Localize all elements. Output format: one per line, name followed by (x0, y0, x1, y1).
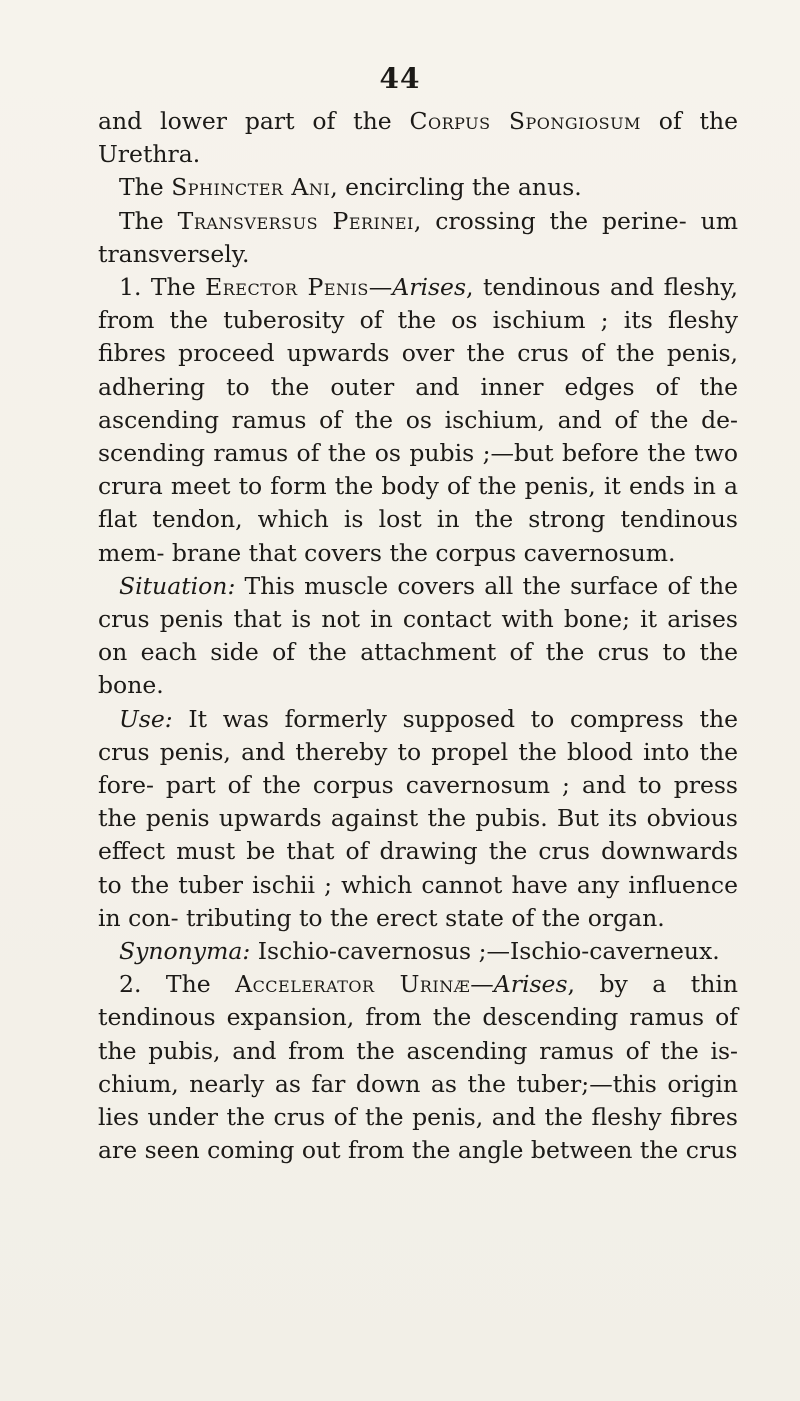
term-arises: Arises (392, 273, 467, 302)
text-run: It was formerly supposed to compress the crus penis, and thereby to propel the blood into the fore- part of the corpus cavernosum ; and to press the penis upwards against the pubis. But its obvious effect must be that of drawing the crus downwards to the tuber ischii ; which cannot have any influence in con- tributing to the erect state of the organ. (98, 704, 738, 932)
label-situation: Situation: (119, 571, 236, 600)
text-run: , crossing the perine- um transversely. (98, 206, 739, 268)
paragraph-erector-penis (98, 271, 738, 570)
term-transversus-perinei: Transversus Perinei (177, 206, 414, 235)
text-run: — (470, 970, 494, 999)
text-run: , encircling the anus. (330, 173, 582, 202)
page-number: 44 (379, 62, 421, 95)
text-run: 2. The (119, 970, 236, 999)
paragraph-corpus-spongiosum (98, 105, 738, 171)
text-run: — (368, 273, 393, 302)
text-run: , tendinous and fleshy, from the tuberosity of the os ischium ; its fleshy fibres proceed upwards over the crus of the penis, adhering to the outer and inner edges of the ascending ramus of the os ischium, and of the de- scending ramus of the os pubis ;—but before the two crura meet to form the body of the penis, it ends in a flat tendon, which is lost in the strong tendinous mem- brane that covers the corpus cavernosum. (98, 273, 739, 567)
paragraph-use (98, 703, 738, 935)
text-run: 1. The (119, 273, 206, 302)
label-synonyma: Synonyma: (119, 937, 251, 966)
paragraph-transversus-perinei (98, 205, 738, 271)
text-run: Ischio-cavernosus ;—Ischio-caverneux. (250, 937, 720, 966)
paragraph-accelerator-urinae (98, 968, 738, 1167)
text-run: of the Urethra. (98, 107, 738, 169)
paragraph-synonyma (98, 935, 738, 968)
text-run: , by a thin tendinous expansion, from the descending ramus of the pubis, and from the ascending ramus of the is- chium, nearly as far down as the tuber;—this origin lies under the crus of the penis, and the fleshy fibres are seen coming out from the angle between the crus (98, 970, 738, 1165)
term-arises: Arises (493, 970, 568, 999)
text-run: and lower part of the (98, 107, 410, 135)
text-run: The (119, 206, 178, 235)
text-run: This muscle covers all the surface of the crus penis that is not in contact with bone; it arises on each side of the attachment of the crus to the bone. (98, 571, 738, 700)
term-sphincter-ani: Sphincter Ani (171, 173, 331, 202)
body-text (98, 105, 738, 1168)
paragraph-situation (98, 570, 738, 703)
text-run: The (119, 173, 172, 202)
term-corpus-spongiosum: Corpus Spongiosum (409, 107, 641, 135)
term-accelerator-urinae: Accelerator Urinæ (235, 970, 471, 999)
label-use: Use: (119, 704, 173, 733)
paragraph-sphincter-ani (98, 171, 738, 204)
term-erector-penis: Erector Penis (205, 273, 369, 302)
